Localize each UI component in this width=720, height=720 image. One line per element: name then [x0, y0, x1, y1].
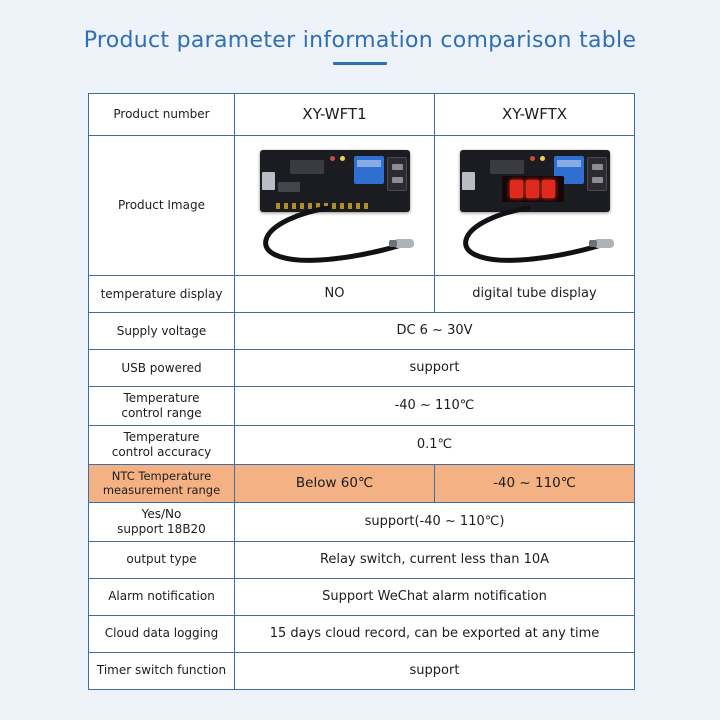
row-label-line-2: control range: [121, 406, 202, 420]
row-label-temperature-control-range: [89, 387, 235, 426]
row-label-usb-powered: USB powered: [89, 350, 235, 387]
cell-ntc-measurement-range-wft1: Below 60℃: [235, 465, 435, 503]
table-row: [89, 387, 635, 426]
table-row: [89, 350, 635, 387]
row-label-line-2: measurement range: [102, 483, 221, 498]
cell-product-number-wft1: XY-WFT1: [235, 94, 435, 136]
cell-temperature-display-wft1: NO: [235, 276, 435, 313]
terminal-block-icon: [587, 157, 607, 191]
display-digit: [542, 180, 555, 198]
row-label-line-1: Temperature: [123, 430, 200, 444]
table-row-highlighted: [89, 465, 635, 503]
comparison-table: [88, 93, 635, 690]
led-yellow-icon: [340, 156, 345, 161]
comparison-table-wrapper: [88, 93, 634, 690]
cell-supply-voltage-value: DC 6 ~ 30V: [235, 313, 635, 350]
led-yellow-icon: [540, 156, 545, 161]
table-row: [89, 426, 635, 465]
board-without-display-icon: [260, 150, 410, 212]
chip-secondary-icon: [278, 182, 300, 192]
row-label-line-2: support 18B20: [117, 521, 206, 536]
display-digit: [526, 180, 539, 198]
row-label-supply-voltage: Supply voltage: [89, 313, 235, 350]
cell-output-type-value: Relay switch, current less than 10A: [235, 541, 635, 578]
chip-icon: [290, 160, 324, 174]
row-label-temperature-control-accuracy: [89, 426, 235, 465]
row-label-cloud-data-logging: Cloud data logging: [89, 615, 235, 652]
ntc-probe-cable-icon: [450, 206, 620, 268]
row-label-support-18b20: [89, 502, 235, 541]
row-label-line-2: control accuracy: [111, 445, 212, 459]
table-row: [89, 136, 635, 276]
page-title: Product parameter information comparison table: [83, 28, 637, 53]
row-label-ntc-measurement-range: [89, 465, 235, 503]
table-row: [89, 313, 635, 350]
led-red-icon: [330, 156, 335, 161]
row-label-line-1: Yes/No: [141, 506, 182, 521]
page-header: [0, 0, 720, 65]
relay-icon: [354, 156, 384, 184]
row-label-temperature-display: temperature display: [89, 276, 235, 313]
cell-timer-switch-function-value: support: [235, 652, 635, 689]
table-row: [89, 578, 635, 615]
cell-alarm-notification-value: Support WeChat alarm notification: [235, 578, 635, 615]
cell-support-18b20-value: support(-40 ~ 110℃): [235, 502, 635, 541]
title-underline: [333, 62, 387, 65]
chip-icon: [490, 160, 524, 174]
cell-ntc-measurement-range-wftx: -40 ~ 110℃: [435, 465, 635, 503]
cell-product-number-wftx: XY-WFTX: [435, 94, 635, 136]
row-label-alarm-notification: Alarm notification: [89, 578, 235, 615]
usb-port-icon: [462, 172, 475, 190]
terminal-block-icon: [387, 157, 407, 191]
row-label-product-number: Product number: [89, 94, 235, 136]
table-row: [89, 615, 635, 652]
cell-product-image-wftx: [435, 136, 635, 276]
led-red-icon: [530, 156, 535, 161]
cell-product-image-wft1: [235, 136, 435, 276]
row-label-line-1: NTC Temperature: [111, 469, 212, 483]
table-row: [89, 276, 635, 313]
table-row: [89, 502, 635, 541]
ntc-probe-cable-icon: [250, 206, 420, 268]
row-label-line-1: Temperature: [123, 391, 200, 405]
cell-temperature-control-accuracy-value: 0.1℃: [235, 426, 635, 465]
row-label-output-type: output type: [89, 541, 235, 578]
cell-temperature-control-range-value: -40 ~ 110℃: [235, 387, 635, 426]
table-row: [89, 652, 635, 689]
table-row: [89, 541, 635, 578]
cell-cloud-data-logging-value: 15 days cloud record, can be exported at any time: [235, 615, 635, 652]
board-with-display-icon: [460, 150, 610, 212]
usb-port-icon: [262, 172, 275, 190]
digital-tube-display-icon: [502, 176, 564, 202]
display-digit: [510, 180, 523, 198]
row-label-product-image: Product Image: [89, 136, 235, 276]
cell-temperature-display-wftx: digital tube display: [435, 276, 635, 313]
table-row: [89, 94, 635, 136]
cell-usb-powered-value: support: [235, 350, 635, 387]
row-label-timer-switch-function: Timer switch function: [89, 652, 235, 689]
